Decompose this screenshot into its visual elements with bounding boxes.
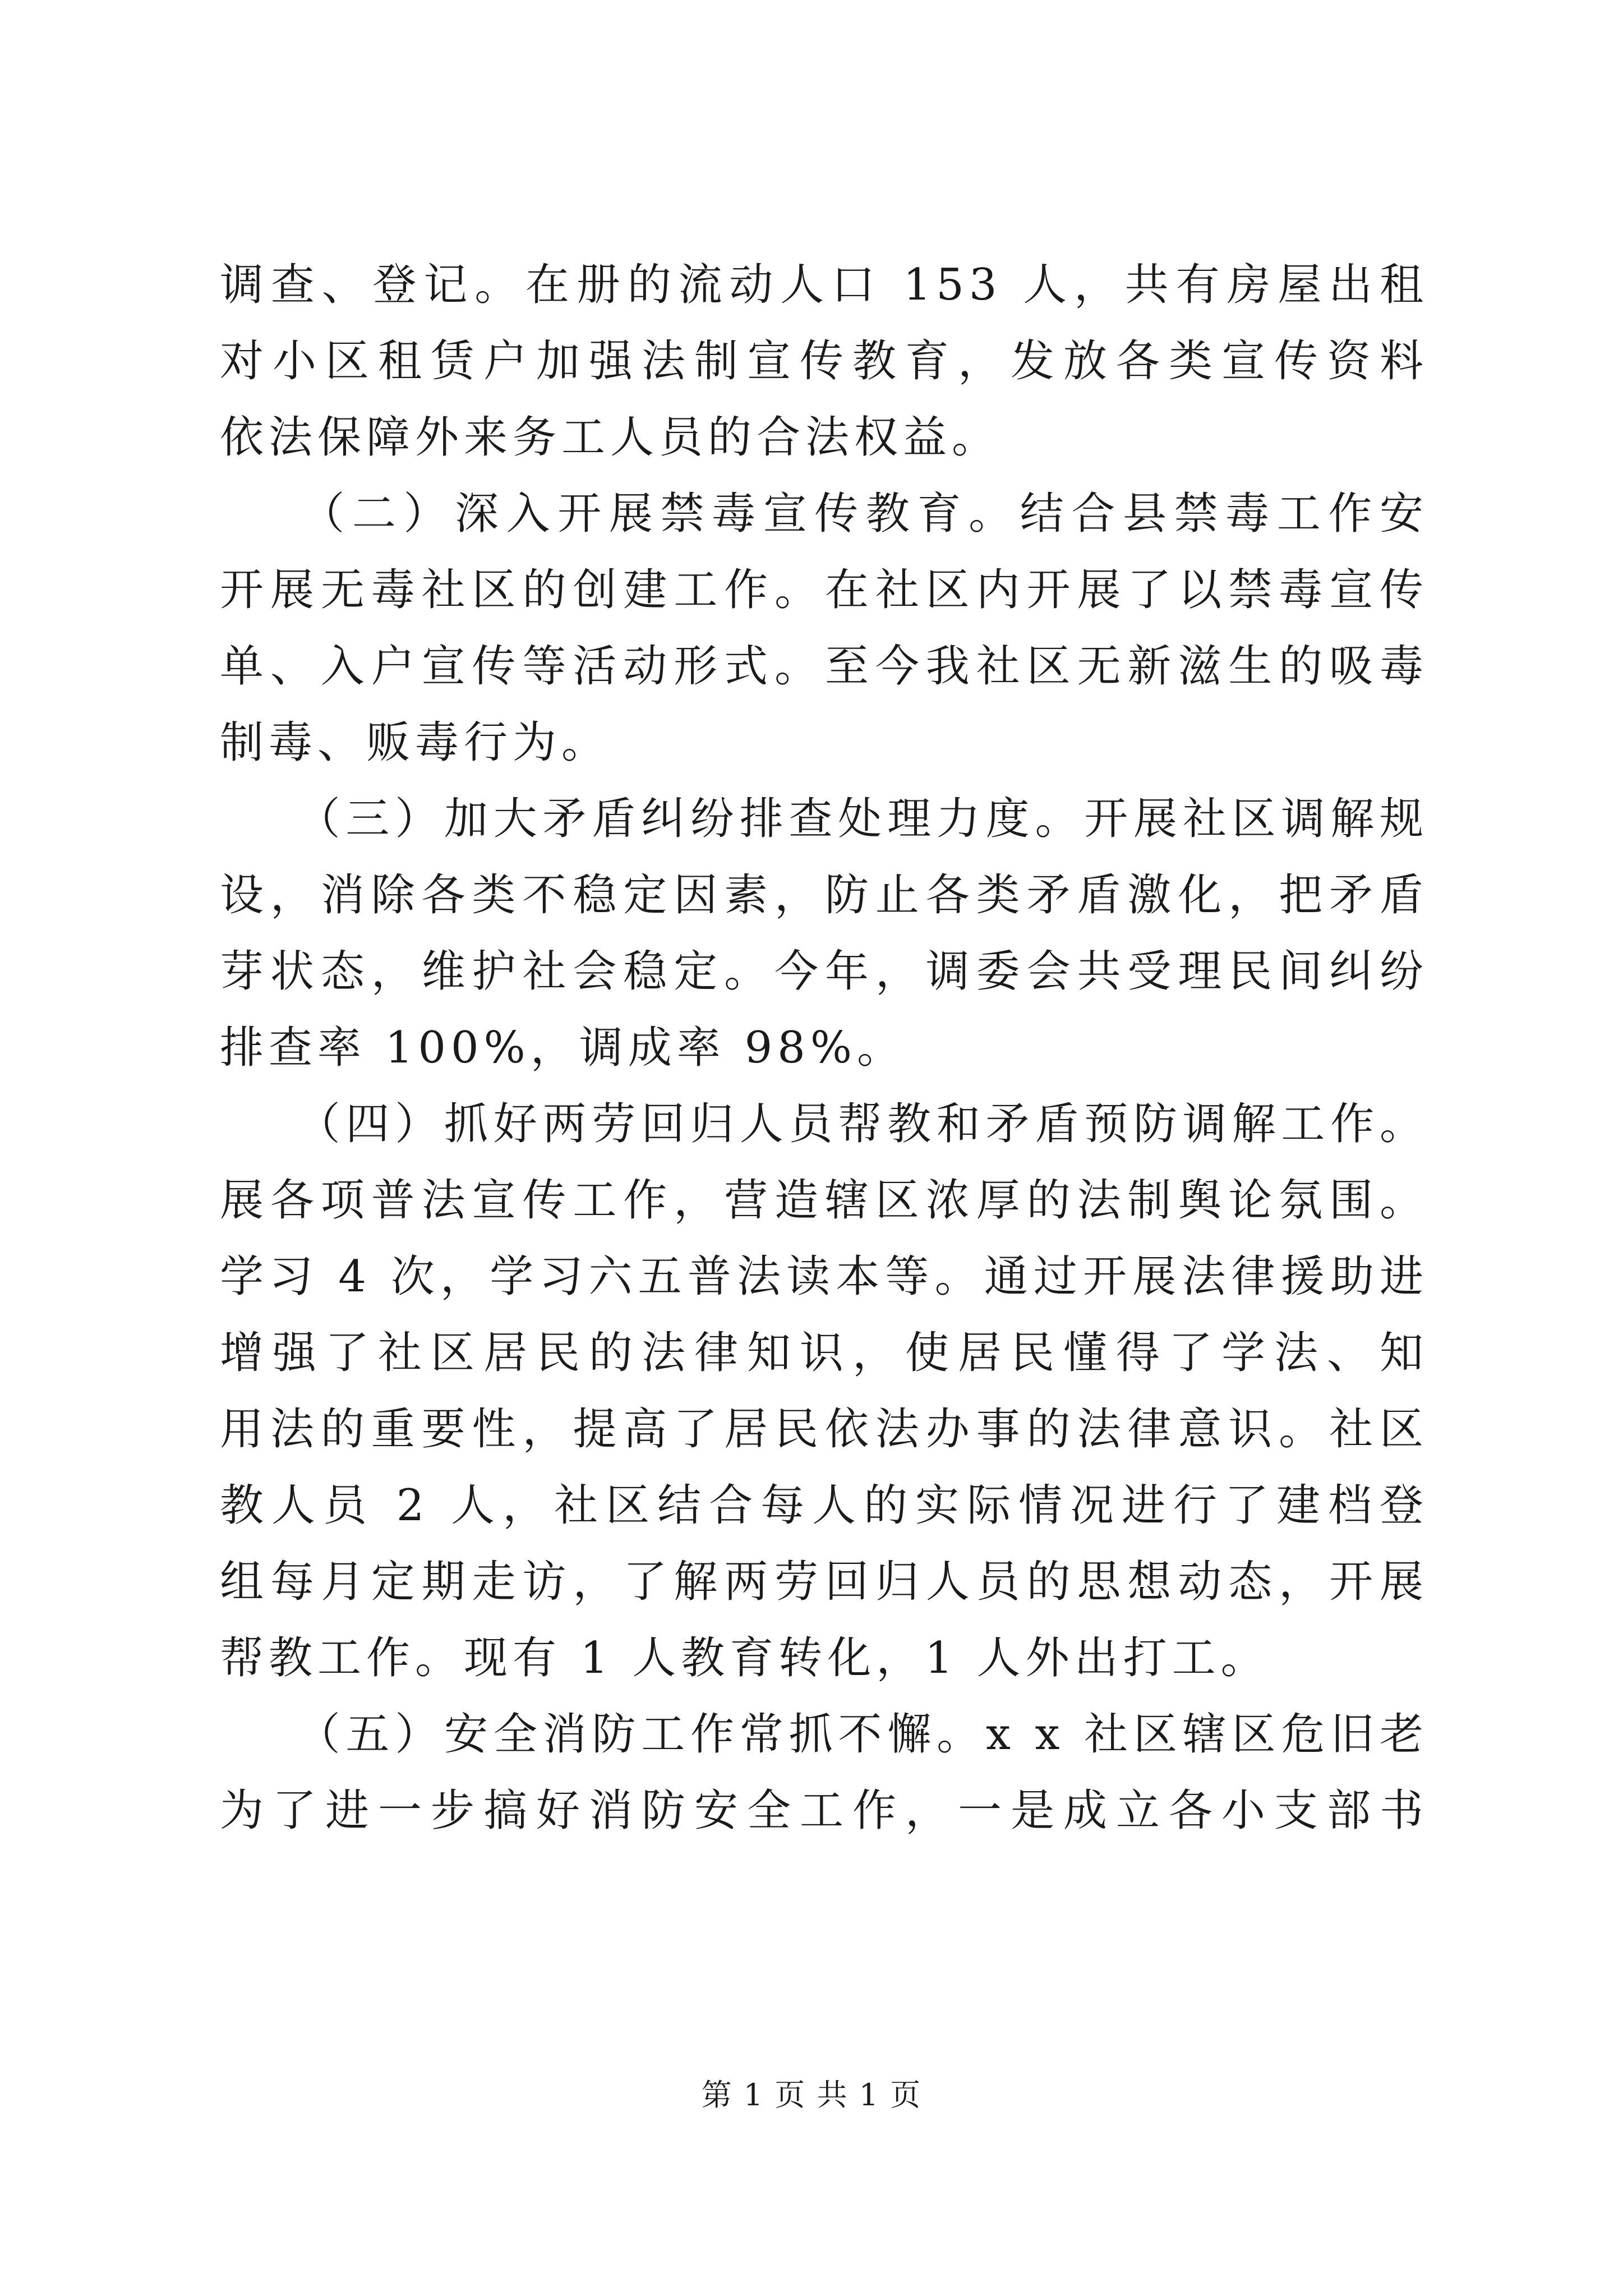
text-line: （四）抓好两劳回归人员帮教和矛盾预防调解工作。 (318, 1099, 1428, 1149)
text-line: 学习 4 次，学习六五普法读本等。通过开展法律援助进 (220, 1251, 1428, 1302)
text-line: 制毒、贩毒行为。 (220, 717, 611, 768)
text-line: 组每月定期走访，了解两劳回归人员的思想动态，开展 (220, 1557, 1428, 1607)
text-line: 教人员 2 人，社区结合每人的实际情况进行了建档登 (220, 1480, 1428, 1531)
text-line: 依法保障外来务工人员的合法权益。 (220, 412, 1001, 463)
text-line: （二）深入开展禁毒宣传教育。结合县禁毒工作安 (322, 489, 1428, 539)
text-line: （三）加大矛盾纠纷排查处理力度。开展社区调解规 (318, 794, 1428, 844)
text-line: 开展无毒社区的创建工作。在社区内开展了以禁毒宣传 (220, 565, 1428, 615)
document-body (220, 247, 1428, 1849)
text-line: 帮教工作。现有 1 人教育转化，1 人外出打工。 (220, 1633, 1270, 1683)
text-line: 增强了社区居民的法律知识，使居民懂得了学法、知 (220, 1328, 1428, 1378)
text-line: 芽状态，维护社会稳定。今年，调委会共受理民间纠纷 (220, 946, 1428, 997)
text-line: 单、入户宣传等活动形式。至今我社区无新滋生的吸毒 (220, 641, 1428, 692)
text-line: 用法的重要性，提高了居民依法办事的法律意识。社区 (220, 1404, 1428, 1455)
text-line: 展各项普法宣传工作，营造辖区浓厚的法制舆论氛围。 (220, 1175, 1428, 1226)
text-line: 排查率 100%，调成率 98%。 (220, 1023, 906, 1073)
text-line: 调查、登记。在册的流动人口 153 人，共有房屋出租 (220, 260, 1428, 310)
text-line: （五）安全消防工作常抓不懈。x x 社区辖区危旧老 (318, 1709, 1428, 1760)
page-footer: 第 1 页 共 1 页 (701, 2077, 922, 2113)
text-line: 为了进一步搞好消防安全工作，一是成立各小支部书 (220, 1786, 1428, 1836)
text-line: 对小区租赁户加强法制宣传教育，发放各类宣传资料 (220, 336, 1428, 386)
text-line: 设，消除各类不稳定因素，防止各类矛盾激化，把矛盾 (220, 870, 1428, 921)
